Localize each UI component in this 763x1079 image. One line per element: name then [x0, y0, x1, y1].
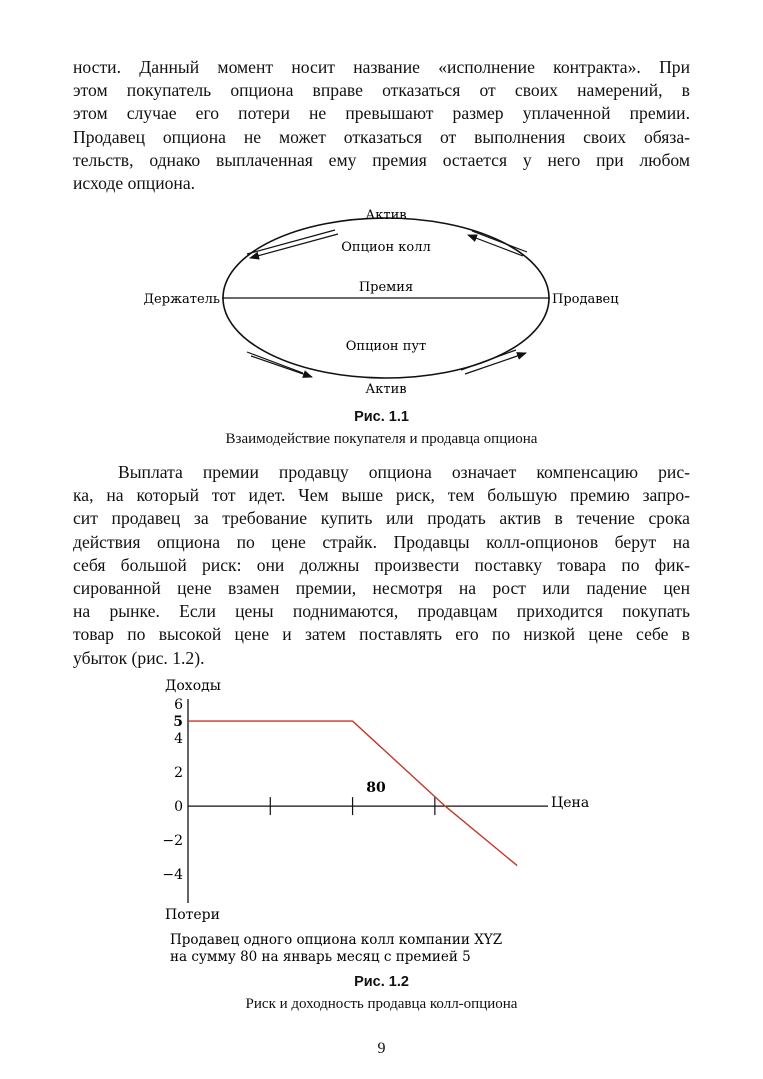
strike-label: 80	[366, 780, 386, 796]
label-call: Опцион колл	[341, 240, 431, 255]
label-put: Опцион пут	[345, 339, 427, 354]
label-top-asset: Актив	[365, 208, 407, 223]
y-tick-label: −4	[162, 867, 183, 884]
y-tick-label: 2	[174, 765, 183, 782]
text-line: этом покупатель опциона вправе отказаться от своих намерений, в	[73, 80, 690, 101]
text-line: тельств, однако выплаченная ему премия остается у него при любом	[73, 149, 690, 170]
text-line: себя большой риск: они должны произвести поставку товара по фик-	[73, 554, 690, 575]
y-tick-label: 5	[173, 714, 183, 731]
text-line: ности. Данный момент носит название «исполнение контракта». При	[73, 57, 690, 77]
page-number: 9	[377, 1040, 386, 1057]
text-line: сит продавец за требование купить или продать актив в течение срока	[73, 508, 690, 529]
text-line: этом случае его потери не превышают размер уплаченной премии.	[73, 103, 690, 124]
text-line: товар по высокой цене и затем поставлять его по низкой цене себе в	[73, 624, 690, 645]
figure-2-caption: Риск и доходность продавца колл-опциона	[245, 996, 518, 1012]
y-tick-label: −2	[162, 833, 183, 850]
x-axis-label: Цена	[551, 795, 590, 811]
label-seller: Продавец	[552, 292, 619, 307]
label-premium: Премия	[358, 280, 414, 295]
chart-note-line: Продавец одного опциона колл компании XYZ	[170, 932, 503, 948]
text-line: исходе опциона.	[73, 173, 196, 194]
label-bottom-asset: Актив	[365, 382, 407, 397]
y-axis-label-top: Доходы	[165, 678, 221, 694]
text-line: убыток (рис. 1.2).	[73, 647, 205, 668]
y-tick-label: 0	[174, 799, 183, 816]
y-tick-label: 4	[174, 731, 183, 748]
figure-1-number: Рис. 1.1	[354, 409, 409, 425]
text-line: Выплата премии продавцу опциона означает компенсацию рис-	[118, 462, 690, 482]
text-line: на рынке. Если цены поднимаются, продавцам приходится покупать	[73, 601, 690, 622]
chart-note-line: на сумму 80 на январь месяц с премией 5	[170, 949, 471, 965]
label-holder: Держатель	[143, 292, 220, 307]
text-line: сированной цене взамен премии, несмотря на рост или падение цен	[73, 578, 690, 599]
text-line: действия опциона по цене страйк. Продавцы колл-опционов берут на	[73, 531, 690, 552]
text-line: Продавец опциона не может отказаться от выполнения своих обяза-	[73, 126, 690, 147]
y-axis-label-bottom: Потери	[165, 907, 220, 923]
figure-2-number: Рис. 1.2	[354, 974, 409, 990]
figure-1-caption: Взаимодействие покупателя и продавца опциона	[225, 431, 538, 447]
payoff-line	[188, 721, 517, 866]
y-tick-label: 6	[174, 697, 183, 714]
text-line: ка, на который тот идет. Чем выше риск, тем большую премию запро-	[73, 485, 690, 506]
